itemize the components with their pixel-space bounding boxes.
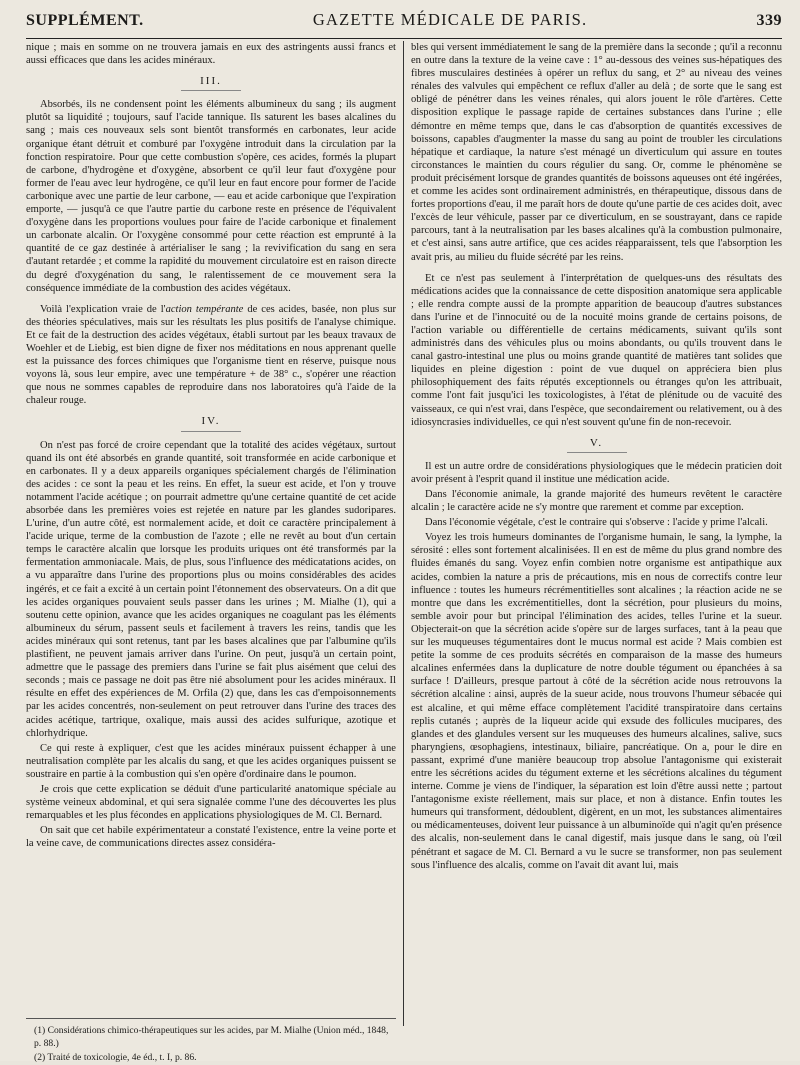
right-column bbox=[404, 41, 782, 1026]
header-supplement: SUPPLÉMENT. bbox=[26, 12, 144, 29]
paragraph: Je crois que cette explication se déduit d'une particularité anatomique spéciale au système veineux abdominal, et qui sera signalée comme l'une des découvertes les plus remarquables et les plus fécondes en applications physiologiques de M. Cl. Bernard. bbox=[26, 783, 396, 822]
emphasis-text: action tempérante bbox=[165, 303, 244, 315]
text-run: Voilà l'explication vraie de l' bbox=[40, 303, 166, 315]
left-column bbox=[26, 41, 404, 1026]
section-heading-iv: IV. bbox=[26, 415, 396, 431]
paragraph: On sait que cet habile expérimentateur a constaté l'existence, entre la veine porte et la veine cave, de communications directes assez considéra- bbox=[26, 825, 396, 850]
paragraph: bles qui versent immédiatement le sang de la première dans la seconde ; qu'il a reconnu en outre dans la texture de la veine cave : 1° au-dessous des veines sus-hépatiques des fibres musculaires destinées à opérer un reflux du sang, et 2° au niveau des veines rénales des valvules qui empêchent ce reflux d'aller au delà ; de sorte que le sang est obligé de pénétrer dans les veines rénales, qui alors jouent le rôle d'artères. Cette disposition explique le passage rapide de certaines substances dans l'urine ; elle démontre en même temps que, dans le cas d'absorption de quantités excessives de boissons, capables d'augmenter la masse du sang au point de troubler les circulations hépatique et cardiaque, la nature s'est ménagé un diverticulum qui assure en toutes circonstances le maintien du cours régulier du sang. Or, comme le phénomène se produit précisément lorsque de grandes quantités de boissons aqueuses ont été ingérées, et comme les acides sont ordinairement administrés, en thérapeutique, dissous dans de fortes proportions d'eau, il me paraît hors de doute qu'une partie de ces acides doit, avec l'excès de leur véhicule, passer par ce diverticulum, en se soustrayant, dans ce rapide parcours, tant à la neutralisation par les bases alcalines qu'à la combustion pulmonaire, et c'est ainsi, sans autre artifice, que ces acides réapparaissent, tels que l'absorption les avait pris, au milieu du fluide sécrété par les reins. bbox=[411, 42, 782, 263]
paragraph: Ce qui reste à expliquer, c'est que les acides minéraux puissent échapper à une neutralisation complète par les alcalis du sang, et que les acides organiques puissent se soustraire en partie à la combustion qui s'en opère d'ordinaire dans le poumon. bbox=[26, 742, 396, 780]
page-header bbox=[26, 10, 782, 39]
paragraph: Dans l'économie végétale, c'est le contraire qui s'observe : l'acide y prime l'alcali. bbox=[425, 517, 768, 529]
section-heading-iii: III. bbox=[26, 75, 396, 91]
paragraph bbox=[26, 303, 396, 408]
paragraph: nique ; mais en somme on ne trouvera jamais en eux des astringents aussi francs et aussi efficaces que dans les acides minéraux. bbox=[26, 42, 396, 67]
article-columns bbox=[26, 41, 782, 1026]
paragraph: Absorbés, ils ne condensent point les éléments albumineux du sang ; ils augment plutôt sa liquidité ; toujours, sauf l'acide tannique. Ils saturent les bases alcalines du sang ; mais ces nouveaux sels sont bientôt transformés en carbonates, leur acide organique étant détruit et comburé par l'oxygène introduit dans la circulation par la fonction respiratoire. Pour que cette combustion s'opère, ces acides, formés la plupart de carbone, d'hydrogène et d'oxygène, absorbent ce qu'il leur faut d'oxygène pour former de l'eau avec leur hydrogène, ce qu'il leur en faut encore pour former de l'acide carbonique avec une partie de leur carbone, — eau et acide carbonique que l'expiration emporte, — jusqu'à ce que l'autre partie du carbone reste en présence de l'équivalent d'oxygène dans les proportions voulues pour faire de l'acide carbonique et finalement un carbonate alcalin. Or l'oxygène consommé pour cette réaction est emprunté à la quantité de ce gaz destinée à artérialiser le sang ; la revivification du sang en sera d'autant retardée ; et comme la rapidité du mouvement circulatoire est en raison directe du degré d'oxygénation du sang, le ralentissement de ce mouvement sera la conséquence immédiate de la combustion des acides végétaux. bbox=[26, 99, 396, 294]
footnote-1: (1) Considérations chimico-thérapeutiques sur les acides, par M. Mialhe (Union méd., 1848, p. 88.) bbox=[34, 1025, 389, 1049]
text-run: de ces acides, basée, non plus sur des théories spéculatives, mais sur les résultats les plus positifs de l'analyse chimique. Et ce fait de la destruction des acides végétaux, établi surtout par les beaux travaux de Woehler et de Liebig, est bien digne de fixer nos méditations en nous apprenant quelle est la puissance des forces chimiques que l'organisme tient en réserve, puisque nous voyons là, sous leur empire, avec une température + de 38° c., s'opérer une réaction que nous ne sommes capables de reproduire dans nos laboratoires qu'à l'aide de la chaleur rouge. bbox=[26, 303, 397, 407]
paragraph: On n'est pas forcé de croire cependant que la totalité des acides végétaux, surtout quand ils ont été absorbés en grande quantité, soit transformée en acide carbonique et en carbonates. Il y a deux appareils organiques spécialement chargés de l'élimination des acides : ce sont la peau et les reins. En effet, la sueur est acide, et l'on y trouve notamment l'acide acétique ; on pourrait admettre qu'une certaine quantité de cet acide absorbée dans les premières voies est rejetée en nature par les glandes sudoripares. L'urine, d'un autre côté, est normalement acide, et doit ce caractère principalement à l'acide urique, terme de la combustion de l'azote ; elle ne revêt au bout d'un certain temps le caractère alcalin que lorsque les produits uriques ont été transformés par la fermentation ammoniacale. Mais, de plus, sous l'influence des médicatations acides, on a vu apparaître dans l'urine des proportions plus ou moins considérables des acides ingérés, et ce fait a excité à un certain point l'étonnement des observateurs. On a dit que les acides organiques pouvaient seuls passer dans les urines ; M. Mialhe (1), qui a soutenu cette opinion, avance que les acides organiques ne coagulant pas les éléments albumineux du sérum, passent seuls et facilement à travers les reins, tandis que les acides minéraux qui sont retenus, tant par les bases alcalines que par l'albumine qu'ils plastifient, ne peuvent jamais arriver dans l'urine. On peut, jusqu'à un certain point, admettre que le passage des premiers dans l'urine se fait plus aisément que celui des seconds ; mais ce passage ne doit pas être nié absolument pour les acides minéraux. Il résulte en effet des expériences de M. Orfila (2) que, dans les cas d'empoisonnements par les acides concentrés, non-seulement on peut retrouver dans l'urine des traces des acides acétique, tartrique, oxalique, mais aussi des acides sulfurique, azotique et chlorhydrique. bbox=[26, 439, 396, 739]
section-heading-v: V. bbox=[411, 437, 782, 453]
paragraph: Et ce n'est pas seulement à l'interprétation de quelques-uns des résultats des médications acides que la connaissance de cette disposition anatomique sera applicable ; elle rendra compte aussi de la prompte apparition de beaucoup d'autres substances dans l'urine et de l'innocuité ou de la nocuité moins grande de certains poisons, de l'action variable ou différentielle de certains médicaments, suivant qu'ils sont administrés dans des véhicules plus ou moins abondants, ou qu'ils trouvent dans le canal gastro-intestinal une plus ou moins grande quantité de matières tant solides que liquides en pleine digestion : point de vue duquel on appréciera bien plus philosophiquement des faits réputés exceptionnels ou étranges qu'on les attribuait, comme l'ont fait jusqu'ici les toxicologistes, à l'état de plénitude ou de vacuité des vaisseaux, ce qui n'est vrai, dans l'espèce, que secondairement ou relativement, ou à des idiosyncrasies individuelles, ce qui n'est souvent qu'une fin de non-recevoir. bbox=[411, 272, 782, 428]
paragraph: Dans l'économie animale, la grande majorité des humeurs revêtent le caractère alcalin ; le caractère acide ne s'y montre que rarement et comme par exception. bbox=[411, 489, 782, 514]
paragraph: Voyez les trois humeurs dominantes de l'organisme humain, le sang, la lymphe, la sérosité : elles sont fortement alcalinisées. Il en est de même du plus grand nombre des fluides émanés du sang. Voyez enfin combien notre organisme est antipathique aux acides, combien la nature a pris de précautions, mis en nous de correctifs contre leur influence : toutes les humeurs récrémentitielles sont alcalines ; la réaction acide ne se montre que dans les excrémentitielles, dont la sécrétion, pour plusieurs du moins, semble avoir pour but principal l'élimination des acides, telles l'urine et la sueur. Objecterait-on que la sécrétion acide s'opère sur de larges surfaces, tant à la peau que sur les muqueuses tégumentaires dont le mucus normal est acide ? Mais combien est petite la somme de ces produits sécrétés en comparaison de la masse des humeurs alcalines enfermées dans la duplicature de notre double tégument ou épanchées à sa surface ! D'ailleurs, presque partout à côté de la sécrétion acide nous retrouvons la sécrétion alcaline : ainsi, auprès de la sueur acide, nous trouvons l'humeur sébacée qui est alcaline, et qui même efface complètement l'acidité transpiratoire dans certains replis cutanés ; auprès de la liqueur acide qui exsude des follicules mucipares, des glandes et des glandules versent sur les muqueuses des humeurs alcalines, salive, sucs pharyngiens, œsophagiens, intestinaux, biliaire, pancréatique. On a, pour le dire en passant, exprimé d'une manière beaucoup trop absolue l'antagonisme qui existerait entre les sécrétions acides du tégument externe et les sécrétions alcalines du tégument interne. Comme je viens de l'indiquer, la séparation est loin d'être aussi nette ; partout l'antagonisme existe réellement, mais sur place, et non à distance. Enfin toutes les humeurs qui transforment, dédoublent, digèrent, en un mot, les substances alimentaires ou médicamenteuses, doivent leur puissance à un albuminoïde qui n'agit qu'en présence des alcalis, non-seulement dans le canal digestif, mais jusque dans le sang, où l'œil pénétrant et sagace de M. Cl. Bernard a vu le sucre se transformer, non pas seulement sous l'influence des alcalis, comme on l'avait dit avant lui, mais bbox=[411, 532, 782, 871]
header-journal-title: GAZETTE MÉDICALE DE PARIS. bbox=[312, 10, 588, 29]
footnotes bbox=[26, 1018, 396, 1065]
page-number: 339 bbox=[756, 12, 782, 29]
paragraph: Il est un autre ordre de considérations physiologiques que le médecin praticien doit avoir présent à l'esprit quand il institue une médication acide. bbox=[411, 460, 782, 485]
footnote-2: (2) Traité de toxicologie, 4e éd., t. I, p. 86. bbox=[34, 1052, 197, 1063]
